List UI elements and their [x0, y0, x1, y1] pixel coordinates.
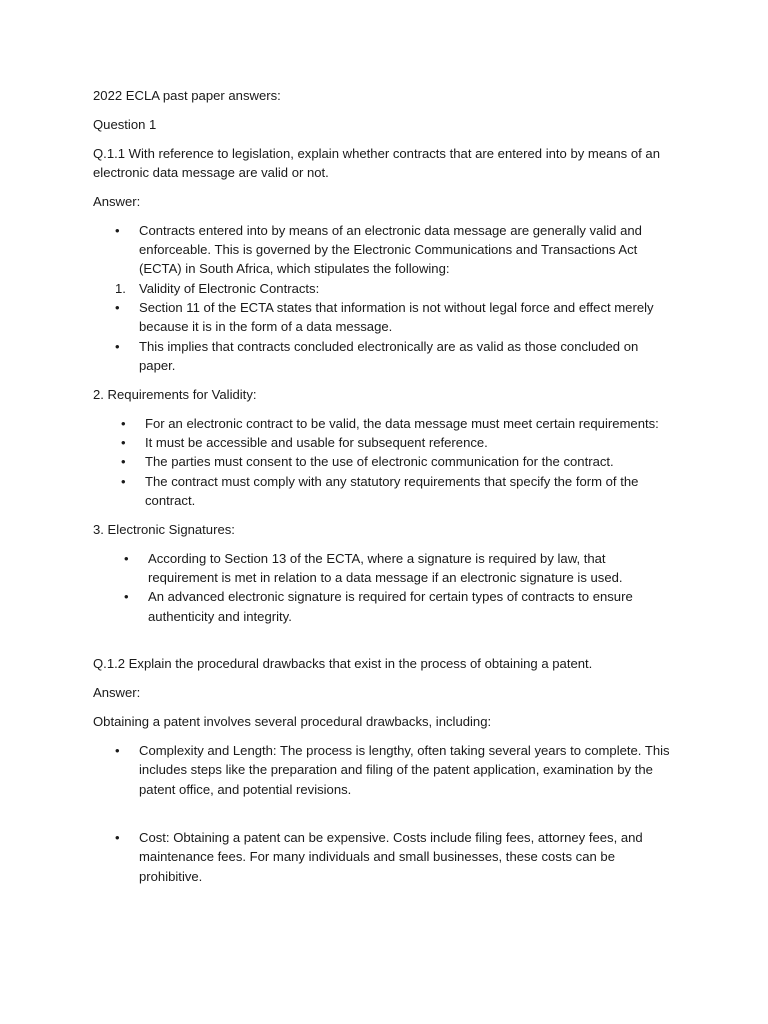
list-item — [115, 828, 672, 886]
q1-1-answer-list — [93, 221, 672, 375]
list-item — [121, 472, 672, 511]
item-number: 1. — [115, 280, 126, 296]
point3-list — [93, 549, 672, 626]
list-item-text: Cost: Obtaining a patent can be expensive. Costs include filing fees, attorney fees, and maintenance fees. For many individuals and small businesses, these costs can be prohibitive. — [139, 830, 643, 884]
bullet-icon: • — [115, 300, 120, 316]
bullet-icon: • — [124, 550, 129, 566]
list-item — [115, 741, 672, 799]
q1-1-question: Q.1.1 With reference to legislation, explain whether contracts that are entered into by means of an electronic data message are valid or not. — [93, 145, 660, 181]
bullet-icon: • — [121, 454, 126, 470]
list-item — [115, 221, 672, 279]
list-item-text: The contract must comply with any statutory requirements that specify the form of the contract. — [145, 473, 639, 508]
section-spacer — [93, 635, 672, 654]
bullet-icon: • — [121, 473, 126, 489]
list-item-text: Contracts entered into by means of an electronic data message are generally valid and enforceable. This is governed by the Electronic Communications and Transactions Act (ECTA) in South Africa, which stipulates the following: — [139, 222, 642, 277]
document-title: 2022 ECLA past paper answers: — [93, 88, 281, 103]
list-item-text: This implies that contracts concluded electronically are as valid as those concluded on paper. — [139, 338, 639, 373]
list-item-text: For an electronic contract to be valid, the data message must meet certain requirements: — [145, 415, 659, 431]
q1-2-answer-label: Answer: — [93, 685, 141, 701]
list-item-text: The parties must consent to the use of electronic communication for the contract. — [145, 454, 614, 470]
bullet-icon: • — [115, 743, 120, 759]
list-item — [121, 433, 672, 452]
list-item — [124, 587, 672, 626]
list-spacer — [93, 799, 672, 828]
q1-1-answer-label: Answer: — [93, 193, 141, 209]
list-item — [121, 414, 672, 433]
bullet-icon: • — [121, 415, 126, 431]
bullet-icon: • — [115, 830, 120, 846]
q1-2-intro: Obtaining a patent involves several procedural drawbacks, including: — [93, 714, 492, 730]
point2-list — [93, 414, 672, 510]
list-item-text: An advanced electronic signature is required for certain types of contracts to ensure authenticity and integrity. — [148, 589, 633, 624]
point2-heading: 2. Requirements for Validity: — [93, 386, 257, 402]
bullet-icon: • — [124, 589, 129, 605]
bullet-icon: • — [115, 222, 120, 238]
question-heading: Question 1 — [93, 116, 157, 132]
list-item-text: Section 11 of the ECTA states that information is not without legal force and effect merely because it is in the form of a data message. — [139, 300, 654, 335]
q1-2-question: Q.1.2 Explain the procedural drawbacks that exist in the process of obtaining a patent. — [93, 656, 593, 672]
point1-heading: Validity of Electronic Contracts: — [139, 280, 320, 296]
list-item — [115, 298, 672, 337]
bullet-icon: • — [115, 338, 120, 354]
q1-2-list — [93, 741, 672, 799]
list-item-text: Complexity and Length: The process is lengthy, often taking several years to complete. This includes steps like the preparation and filing of the patent application, examination by the patent office, and potential revisions. — [139, 743, 670, 797]
point3-heading: 3. Electronic Signatures: — [93, 521, 235, 537]
numbered-item — [115, 279, 672, 298]
list-item — [115, 337, 672, 376]
list-item — [121, 452, 672, 471]
list-item — [124, 549, 672, 588]
q1-2-list-continued — [93, 828, 672, 886]
bullet-icon: • — [121, 435, 126, 451]
list-item-text: It must be accessible and usable for subsequent reference. — [145, 435, 488, 451]
list-item-text: According to Section 13 of the ECTA, where a signature is required by law, that requirement is met in relation to a data message if an electronic signature is used. — [148, 550, 623, 585]
